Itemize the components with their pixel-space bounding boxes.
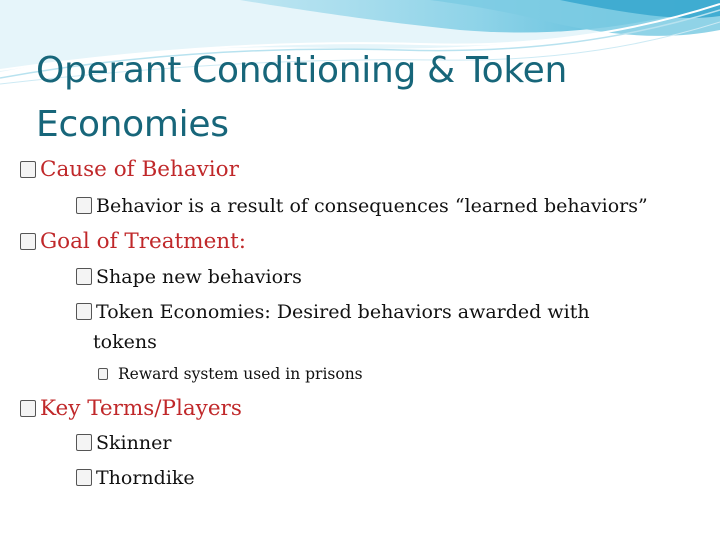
bullet-level1: Key Terms/Players [20,396,242,421]
bullet-marker-icon [20,161,36,178]
bullet-marker-icon [76,434,92,451]
bullet-level1: Cause of Behavior [20,157,239,182]
bullet-marker-icon [20,400,36,417]
bullet-level2: Shape new behaviors [76,266,302,288]
bullet-level3: Reward system used in prisons [98,365,363,383]
bullet-level2: Skinner [76,432,171,454]
bullet-marker-icon [76,197,92,214]
slide-title: Operant Conditioning & Token Economies [36,50,568,145]
bullet-marker-icon [20,233,36,250]
bullet-marker-icon [76,469,92,486]
bullet-level2: Token Economies: Desired behaviors awarded with [76,301,590,323]
bullet-marker-icon [76,303,92,320]
bullet-marker-icon [76,268,92,285]
bullet-continuation: tokens [93,331,157,353]
bullet-level2: Thorndike [76,467,195,489]
bullet-level1: Goal of Treatment: [20,229,246,254]
bullet-level2: Behavior is a result of consequences “learned behaviors” [76,195,648,217]
bullet-marker-icon [98,368,108,380]
